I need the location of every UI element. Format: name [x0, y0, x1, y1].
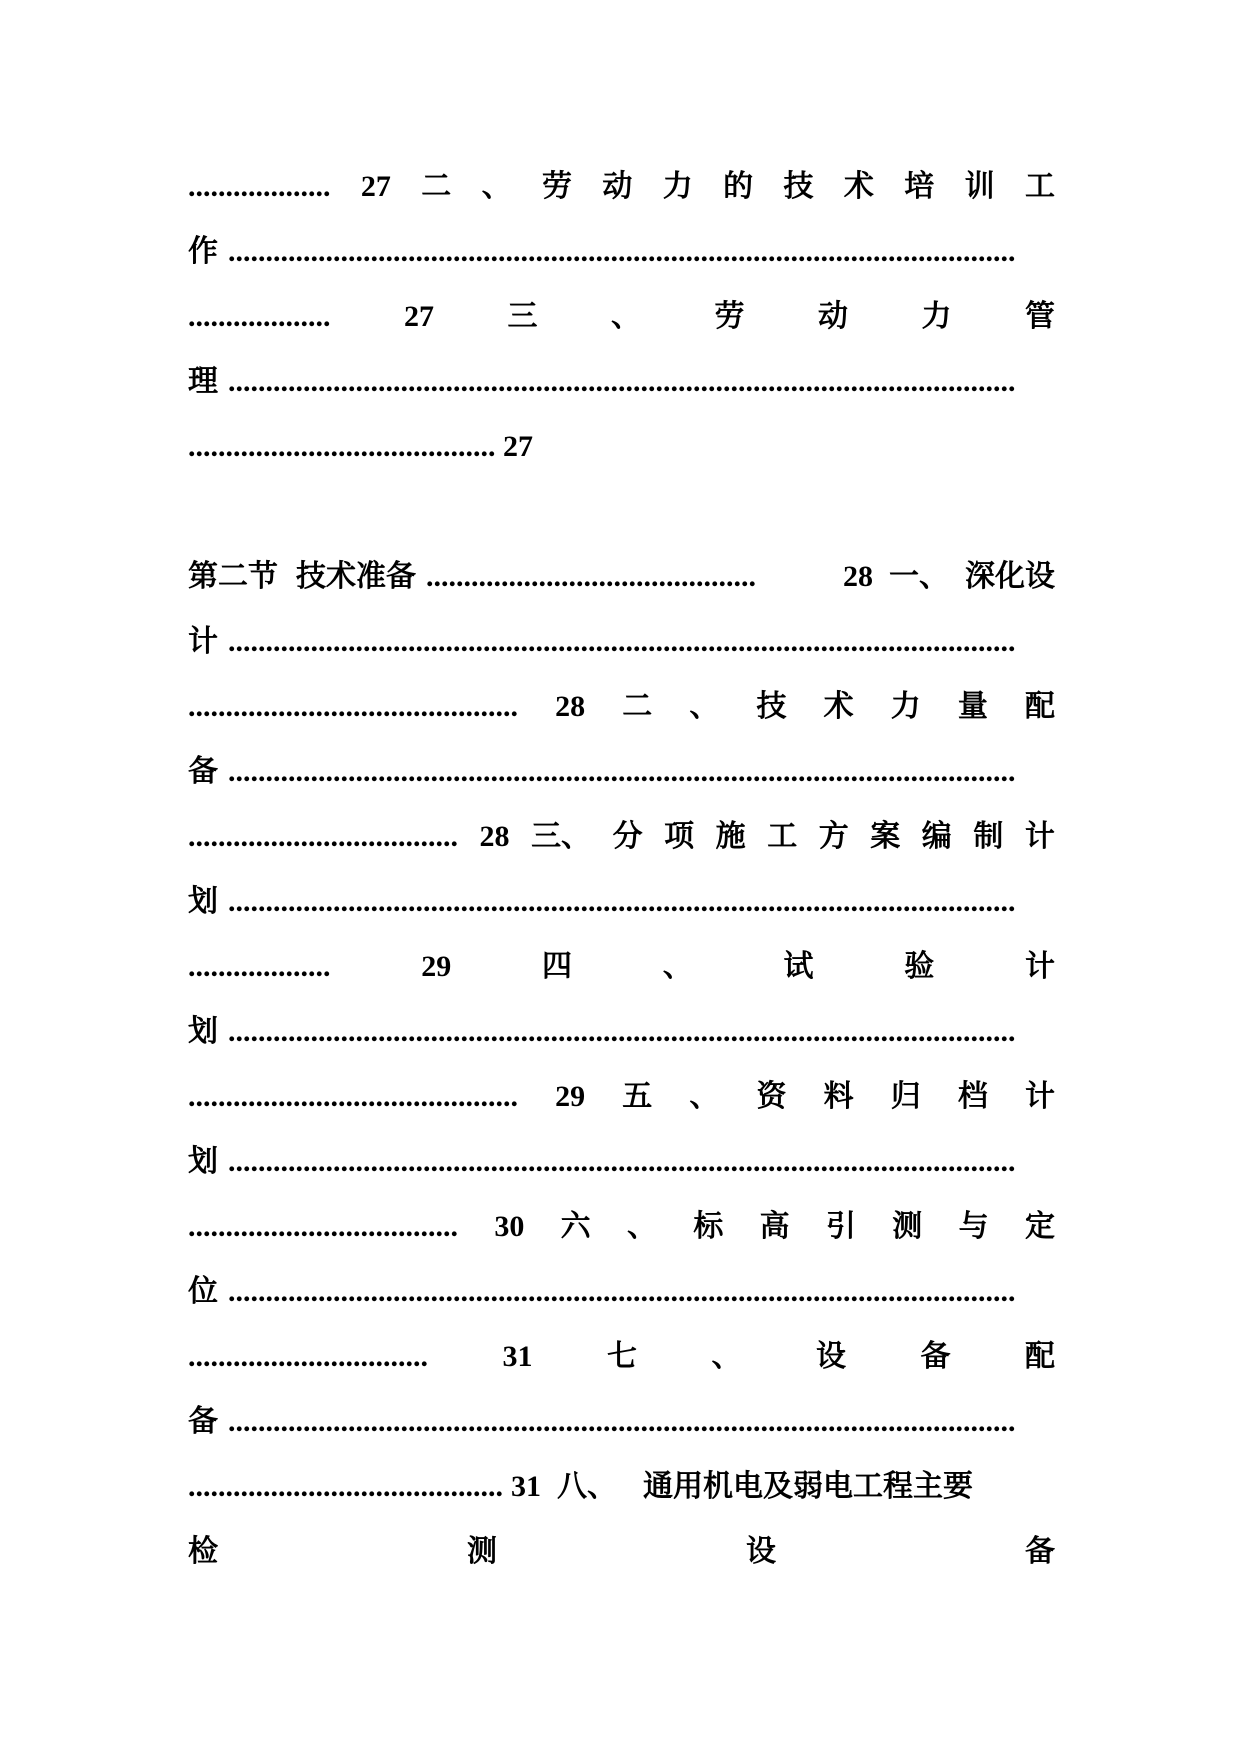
toc-char: 定 — [1024, 1209, 1055, 1244]
page-number: 28 — [479, 820, 510, 853]
toc-char: 划 — [188, 884, 218, 919]
toc-char: 测 — [467, 1534, 497, 1569]
toc-line — [188, 408, 1055, 472]
leader-dots: ......................................................................................................... — [228, 887, 1016, 918]
toc-char: 五 — [622, 1079, 653, 1114]
toc-char: 分 — [612, 819, 643, 854]
toc-char: 技 — [783, 169, 814, 204]
toc-line — [188, 1318, 1055, 1382]
toc-char: 四 — [542, 949, 572, 984]
toc-char: 、 — [689, 689, 720, 724]
toc-line — [188, 1188, 1055, 1252]
page-number: 31 — [502, 1340, 533, 1373]
section-title: 技术准备 — [296, 559, 416, 594]
toc-char: 理 — [188, 364, 218, 399]
toc-char: 设 — [816, 1339, 846, 1374]
toc-line — [188, 278, 1055, 342]
leader-dots: ................... — [188, 172, 331, 203]
leader-dots: .................................... — [188, 822, 458, 853]
toc-char: 七 — [607, 1339, 637, 1374]
leader-dots-with-page-number: ......................................... 27 — [188, 432, 533, 463]
toc-char: 、 — [689, 1079, 720, 1114]
toc-line — [188, 1253, 1055, 1317]
toc-char: 三、 — [531, 819, 592, 854]
toc-line — [188, 733, 1055, 797]
toc-char: 、 — [481, 169, 512, 204]
toc-char: 三 — [507, 299, 538, 334]
toc-char: 、 — [611, 299, 641, 334]
page-number: 27 — [404, 300, 434, 333]
toc-char: 、 — [711, 1339, 742, 1374]
toc-char: 验 — [904, 949, 935, 984]
leader-dots: ......................................................................................................... — [228, 1147, 1016, 1178]
page-number: 29 — [555, 1080, 586, 1113]
toc-char: 制 — [973, 819, 1004, 854]
page-number: 28 — [843, 560, 873, 593]
toc-char: 六 — [560, 1209, 591, 1244]
toc-char: 八、 — [557, 1469, 617, 1504]
toc-char: 力 — [921, 299, 952, 334]
toc-char: 施 — [715, 819, 746, 854]
toc-char: 标 — [693, 1209, 724, 1244]
page-number: 27 — [360, 170, 391, 203]
toc-char: 劳 — [542, 169, 572, 204]
toc-char: 备 — [920, 1339, 951, 1374]
toc-line — [188, 993, 1055, 1057]
toc-char: 技 — [756, 689, 787, 724]
toc-char: 备 — [188, 1404, 218, 1439]
toc-char: 动 — [602, 169, 633, 204]
toc-char: 培 — [904, 169, 935, 204]
toc-char: 一、 — [889, 559, 949, 594]
toc-char: 备 — [188, 754, 218, 789]
toc-char: 、 — [662, 949, 693, 984]
toc-char: 管 — [1025, 299, 1055, 334]
toc-char: 资 — [756, 1079, 787, 1114]
toc-line — [188, 1513, 1055, 1577]
toc-char: 高 — [759, 1209, 790, 1244]
toc-char: 划 — [188, 1144, 218, 1179]
toc-char: 案 — [870, 819, 901, 854]
leader-dots: .................................... — [188, 1212, 458, 1243]
toc-char: 训 — [964, 169, 995, 204]
toc-char: 测 — [892, 1209, 923, 1244]
toc-char: 计 — [1025, 1079, 1055, 1114]
toc-char: 项 — [664, 819, 695, 854]
toc-entry-title: 通用机电及弱电工程主要 — [643, 1469, 973, 1504]
toc-char: 设 — [746, 1534, 776, 1569]
leader-dots: ......................................................................................................... — [228, 367, 1016, 398]
toc-line — [188, 1058, 1055, 1122]
toc-line — [188, 1123, 1055, 1187]
toc-char: 二 — [421, 169, 452, 204]
toc-line — [188, 603, 1055, 667]
toc-line — [188, 148, 1055, 212]
toc-char: 计 — [188, 624, 218, 659]
leader-dots: ................... — [188, 952, 331, 983]
toc-line — [188, 668, 1055, 732]
leader-dots: ................................ — [188, 1342, 428, 1373]
toc-char: 的 — [723, 169, 754, 204]
toc-char: 力 — [890, 689, 921, 724]
toc-char: 归 — [890, 1079, 921, 1114]
toc-char: 与 — [958, 1209, 989, 1244]
toc-char: 配 — [1025, 1339, 1055, 1374]
toc-char: 、 — [626, 1209, 657, 1244]
toc-line — [188, 1448, 1055, 1512]
toc-char: 位 — [188, 1274, 218, 1309]
leader-dots: ......................................................................................................... — [228, 237, 1016, 268]
toc-line — [188, 1383, 1055, 1447]
toc-line — [188, 928, 1055, 992]
toc-char: 配 — [1025, 689, 1055, 724]
page-number: 30 — [494, 1210, 525, 1243]
toc-char: 档 — [957, 1079, 988, 1114]
toc-char: 料 — [823, 1079, 854, 1114]
toc-char: 劳 — [714, 299, 745, 334]
leader-dots: ............................................ — [188, 1082, 518, 1113]
toc-char: 量 — [957, 689, 988, 724]
toc-line — [188, 213, 1055, 277]
toc-char: 作 — [188, 234, 218, 269]
leader-dots: ......................................................................................................... — [228, 627, 1016, 658]
page-number: 29 — [421, 950, 452, 983]
toc-char: 试 — [783, 949, 814, 984]
toc-char: 划 — [188, 1014, 218, 1049]
leader-dots: ................... — [188, 302, 331, 333]
toc-char: 工 — [767, 819, 798, 854]
toc-char: 编 — [921, 819, 952, 854]
leader-dots: ......................................................................................................... — [228, 757, 1016, 788]
leader-dots: ......................................................................................................... — [228, 1407, 1016, 1438]
toc-line — [188, 863, 1055, 927]
toc-char: 工 — [1025, 169, 1055, 204]
leader-dots: ............................................ — [426, 562, 756, 593]
toc-char: 方 — [818, 819, 849, 854]
toc-char: 深化设 — [965, 559, 1055, 594]
leader-dots: ............................................ — [188, 692, 518, 723]
page-number: 31 — [511, 1470, 541, 1503]
toc-char: 术 — [823, 689, 854, 724]
leader-dots: ......................................................................................................... — [228, 1277, 1016, 1308]
toc-char: 术 — [843, 169, 874, 204]
toc-char: 二 — [622, 689, 653, 724]
section-number: 第二节 — [188, 559, 278, 594]
toc-char: 动 — [818, 299, 848, 334]
toc-section-line — [188, 538, 1055, 602]
toc-char: 计 — [1024, 819, 1055, 854]
page-number: 28 — [555, 690, 586, 723]
leader-dots: .......................................... — [188, 1472, 503, 1503]
toc-char: 计 — [1025, 949, 1055, 984]
toc-char: 备 — [1025, 1534, 1055, 1569]
toc-char: 检 — [188, 1534, 218, 1569]
toc-char: 力 — [662, 169, 693, 204]
toc-line — [188, 343, 1055, 407]
leader-dots: ......................................................................................................... — [228, 1017, 1016, 1048]
toc-char: 引 — [825, 1209, 856, 1244]
toc-line — [188, 798, 1055, 862]
